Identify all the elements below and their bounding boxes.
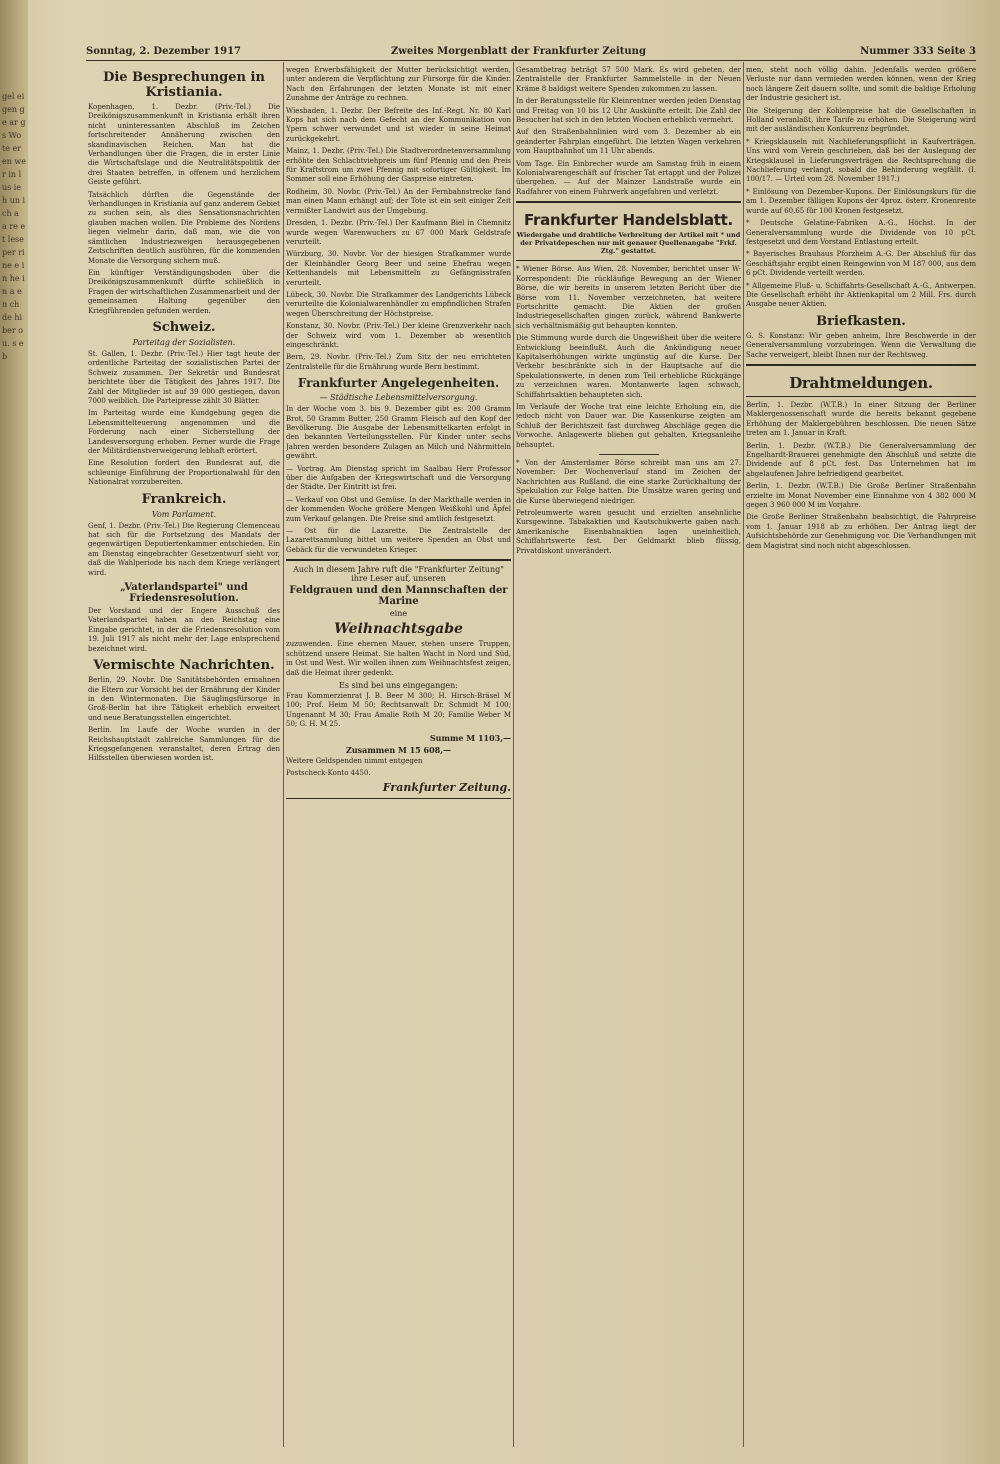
headline-frankfurter-angelegenheiten: Frankfurter Angelegenheiten. — [297, 376, 500, 391]
article-paragraph: * Von der Amsterdamer Börse schreibt man uns am 27. November: Der Wochenverlauf stand im Zeichen der Nachrichten aus Rußland, die eine starke Zurückhaltung der Spekulation zur Folge hatten. Die Umsätze waren gering und die Kurse überwiegend niedriger. — [516, 459, 741, 505]
appeal-title: Weihnachtsgabe — [334, 621, 463, 638]
masthead-rule — [86, 60, 976, 61]
drahtmeldungen-header — [746, 364, 976, 397]
article-paragraph: Berlin, 1. Dezbr. (W.T.B.) Die Große Berliner Straßenbahn erzielte im Monat November eine Einnahme von 4 382 000 M gegen 3 960 000 M im Vorjahre. — [746, 482, 976, 510]
article-paragraph: In der Beratungsstelle für Kleinrentner werden jeden Dienstag und Freitag von 10 bis 12 Uhr Auskünfte erteilt. Die Zahl der Besucher hat sich in den letzten Wochen erheblich vermehrt. — [516, 97, 741, 125]
article-paragraph: Berlin, 29. Novbr. Die Sanitätsbehörden ermahnen die Eltern zur Vorsicht bei der Ernährung der Kinder in den Wintermonaten. Die Säuglingsfürsorge in Groß-Berlin hat ihre Tätigkeit erheblich erweitert und neue Beratungsstellen eingerichtet. — [88, 676, 280, 722]
donation-list: Frau Kommerzienrat J. B. Beer M 300; H. Hirsch-Bräsel M 100; Prof. Heim M 50; Rechtsanwalt Dr. Schmidt M 100; Ungenannt M 30; Frau Amalie Roth M 20; Familie Weber M 50; G. H. M 25. — [286, 691, 511, 729]
article-paragraph: Der Vorstand und der Engere Ausschuß des Vaterlandspartei haben an den Reichstag eine Eingabe gerichtet, in der die Friedensresolution vom 19. Juli 1917 als nicht mehr der Lage entsprechend bezeichnet wird. — [88, 607, 280, 653]
article-paragraph: Im Parteitag wurde eine Kundgebung gegen die Lebensmittelteuerung angenommen und die Forderung nach einer Sicherstellung der Landesversorgung erhoben. Ferner wurde die Frage der Militärdienstverweigerung lebhaft erörtert. — [88, 409, 280, 455]
article-paragraph: Ein künftiger Verständigungsboden über die Dreikönigszusammenkunft dürfte schließlich in Fragen der wirtschaftlichen Zusammenarbeit und der gemeinsamen Haltung gegenüber den Kriegführenden gefunden werden. — [88, 268, 280, 315]
handelsblatt-notice: Wiedergabe und drahtliche Verbreitung der Artikel mit * und der Privatdepeschen nur mit genauer Quellenangabe "Frkf. Ztg." gestattet. — [516, 231, 741, 256]
article-paragraph: — Verkauf von Obst und Gemüse. In der Markthalle werden in der kommenden Woche größere Mengen Weißkohl und Äpfel zum Verkauf gelangen. Die Preise sind amtlich festgesetzt. — [286, 495, 511, 523]
article-paragraph: In der Woche vom 3. bis 9. Dezember gibt es: 200 Gramm Brot, 50 Gramm Butter, 250 Gramm Fleisch auf den Kopf der Bevölkerung. Die Ausgabe der Lebensmittelkarten erfolgt in den bekannten Verteilungsstellen. Für Kinder unter sechs Jahren werden besondere Zulagen an Milch und Nährmitteln gewährt. — [286, 405, 511, 461]
column-divider — [283, 62, 284, 1447]
column-2 — [286, 66, 511, 1446]
article-paragraph: Tatsächlich dürften die Gegenstände der Verhandlungen in Kristiania auf ganz anderem Gebiet zu suchen sein, als dies Sensationsnachrichten glauben machen wollen. Die Probleme des Nordens liegen vielmehr darin, daß man, wie die von sämtlichen Industriezweigen herausgegebenen Zeitschriften deutlich ausführen, für die kommenden Monate die Versorgung sichern muß. — [88, 190, 280, 265]
handelsblatt-header — [516, 201, 741, 261]
article-paragraph: Berlin, 1. Dezbr. (W.T.B.) In einer Sitzung der Berliner Maklergenossenschaft wurde die bereits bekannt gegebene Erhöhung der Maklergebühren beschlossen. Die neuen Sätze treten am 1. Januar in Kraft. — [746, 400, 976, 438]
article-paragraph: * Bayerisches Brauhaus Pforzheim A.-G. Der Abschluß für das Geschäftsjahr ergibt einen Reingewinn von M 187 000, aus dem 6 pCt. Dividende verteilt werden. — [746, 250, 976, 278]
donation-list-title: Es sind bei uns eingegangen: — [339, 680, 458, 690]
masthead-date: Sonntag, 2. Dezember 1917 — [86, 46, 241, 57]
article-paragraph: Berlin. Im Laufe der Woche wurden in der Reichshauptstadt zahlreiche Sammlungen für die Kriegsgefangenen veranstaltet, deren Ertrag den Hilfsstellen überwiesen worden ist. — [88, 726, 280, 763]
masthead-number: Nummer 333 Seite 3 — [860, 46, 976, 57]
donation-sum: Summe M 1103,— — [429, 732, 511, 743]
headline-kristiania: Die Besprechungen in Kristiania. — [103, 70, 265, 100]
article-paragraph: Auf den Straßenbahnlinien wird vom 3. Dezember ab ein geänderter Fahrplan eingeführt. Die letzten Wagen verkehren vom Hauptbahnhof um 11 Uhr abends. — [516, 128, 741, 156]
article-paragraph: Bern, 29. Novbr. (Priv.-Tel.) Zum Sitz der neu errichteten Zentralstelle für die Ernährung wurde Bern bestimmt. — [286, 353, 511, 371]
article-paragraph: Die Große Berliner Straßenbahn beabsichtigt, die Fahrpreise vom 1. Januar 1918 ab zu erhöhen. Der Antrag liegt der Aufsichtsbehörde zur Genehmigung vor. Die Verhandlungen mit dem Magistrat sind noch nicht abgeschlossen. — [746, 513, 976, 550]
section-rule — [599, 454, 659, 455]
article-paragraph: Berlin, 1. Dezbr. (W.T.B.) Die Generalversammlung der Engelhardt-Brauerei genehmigte den Abschluß und setzte die Dividende auf 8 pCt. fest. Das Unternehmen hat im abgelaufenen Jahre befriedigend gearbeitet. — [746, 441, 976, 478]
article-paragraph: Würzburg, 30. Novbr. Vor der hiesigen Strafkammer wurde der Kleinhändler Georg Beer und seine Ehefrau wegen Kettenhandels mit Lebensmitteln zu Gefängnisstrafen verurteilt. — [286, 250, 511, 287]
appeal-footer: Weitere Geldspenden nimmt entgegen — [286, 756, 423, 765]
appeal-recipients: Feldgrauen und den Mannschaften der Marine — [289, 585, 508, 608]
column-divider — [743, 62, 744, 1447]
signature: Frankfurter Zeitung. — [382, 781, 511, 795]
christmas-appeal-box — [286, 559, 511, 799]
headline-schweiz: Schweiz. — [152, 319, 216, 335]
article-paragraph: Im Verlaufe der Woche trat eine leichte Erholung ein, die jedoch nicht von Dauer war. Die Kassenkurse zeigten am Schluß der Berichtszeit fast durchweg Abschläge gegen die Vorwoche. Anlagewerte blieben gut gehalten, Kriegsanleihe behauptet. — [516, 402, 741, 449]
article-paragraph: Eine Resolution fordert den Bundesrat auf, die schleunige Einführung der Proportionalwahl für den Nationalrat vorzubereiten. — [88, 459, 280, 487]
article-paragraph: Mainz, 1. Dezbr. (Priv.-Tel.) Die Stadtverordnetenversammlung erhöhte den Schlachtviehpreis um fünf Pfennig und den Preis für Kraftstrom um zwei Pfennig mit sofortiger Gültigkeit. Im Sommer soll eine Erhöhung der Gaspreise eintreten. — [286, 147, 511, 184]
article-paragraph: Die Stimmung wurde durch die Ungewißheit über die weitere Entwicklung beeinflußt. Auch die Ankündigung neuer Kapitalserhöhungen wirkte ungünstig auf die Kurse. Der Verkehr beschränkte sich in der Hauptsache auf die Spekulationswerte, in denen zum Teil erhebliche Rückgänge zu verzeichnen waren. Montanwerte lagen schwach, Schiffahrtsaktien behaupteten sich. — [516, 334, 741, 399]
appeal-text: zuzuwenden. Eine ehernen Mauer, stehen unsere Truppen, schützend unsere Heimat. Sie halten Wacht in Nord und Süd, in Ost und West. Wir wollen ihnen zum Weihnachtsfest zeigen, daß die Heimat ihrer gedenkt. — [286, 640, 511, 677]
article-paragraph: Rodheim, 30. Novbr. (Priv.-Tel.) An der Fernbahnstrecke fand man einen Mann erhängt auf; der Tote ist ein seit einiger Zeit vermißter Landwirt aus der Umgebung. — [286, 187, 511, 215]
headline-briefkasten: Briefkasten. — [816, 313, 906, 329]
column-divider — [513, 62, 514, 1447]
article-paragraph: Konstanz, 30. Novbr. (Priv.-Tel.) Der kleine Grenzverkehr nach der Schweiz wird vom 1. Dezember ab wesentlich eingeschränkt. — [286, 322, 511, 349]
article-paragraph: * Allgemeine Fluß- u. Schiffahrts-Gesellschaft A.-G., Antwerpen. Die Gesellschaft erhöht ihr Aktienkapital um 2 Mill. Frs. durch Ausgabe neuer Aktien. — [746, 281, 976, 309]
article-paragraph: Lübeck, 30. Novbr. Die Strafkammer des Landgerichts Lübeck verurteilte die Kolonialwarenhändler zu empfindlichen Strafen wegen Überschreitung der Höchstpreise. — [286, 290, 511, 318]
article-paragraph: * Deutsche Gelatine-Fabriken A.-G., Höchst. In der Generalversammlung wurde die Dividende von 10 pCt. festgesetzt und dem Vorstand Entlastung erteilt. — [746, 219, 976, 246]
headline-vaterlandspartei: „Vaterlandspartei" und Friedensresolution. — [120, 582, 248, 605]
donation-total: Zusammen M 15 608,— — [345, 744, 451, 755]
article-paragraph: Petroleumwerte waren gesucht und erzielten ansehnliche Kursgewinne. Tabakaktien und Kautschukwerte gaben nach. Amerikanische Eisenbahnaktien lagen uneinheitlich, Schiffahrtswerte fest. Der Geldmarkt blieb flüssig, Privatdiskont unverändert. — [516, 509, 741, 555]
appeal-eine: eine — [389, 609, 408, 619]
article-paragraph: Dresden, 1. Dezbr. (Priv.-Tel.) Der Kaufmann Biel in Chemnitz wurde wegen Warenwuchers zu 67 000 Mark Geldstrafe verurteilt. — [286, 219, 511, 246]
column-4 — [746, 66, 976, 1446]
article-paragraph: Kopenhagen, 1. Dezbr. (Priv.-Tel.) Die Dreikönigszusammenkunft in Kristiania erhält ihren nicht uninteressanten Abschluß im Zeichen fortschreitender Annäherung zwischen den skandinavischen Reichen. Man hat die Verhandlungen über die Fragen, die in erster Linie die Wirtschaftslage und die Neutralitätspolitik der drei Staaten betreffen, in offenem und herzlichem Geiste geführt. — [88, 103, 280, 187]
article-paragraph: St. Gallen, 1. Dezbr. (Priv.-Tel.) Hier tagt heute der ordentliche Parteitag der sozialistischen Partei der Schweiz zusammen. Der Sekretär und Bundesrat berichtete über die Tätigkeit des Jahres 1917. Die Zahl der Mitglieder ist auf 39 000 gestiegen, davon 7000 weiblich. Die Parteipresse zählt 30 Blätter. — [88, 349, 280, 405]
article-paragraph: wegen Erwerbsfähigkeit der Mutter berücksichtigt werden, unter anderem die Verpflichtung zur Fürsorge für die Kinder. Nach den Erfahrungen der letzten Monate ist mit einer Zunahme der Anträge zu rechnen. — [286, 66, 511, 103]
article-paragraph: Gesamtbetrag beträgt 57 500 Mark. Es wird gebeten, der Zentralstelle der Frankfurter Sammelstelle in der Neuen Kräme 8 baldigst weitere Spenden zukommen zu lassen. — [516, 66, 741, 93]
article-paragraph: — Vortrag. Am Dienstag spricht im Saalbau Herr Professor über die Aufgaben der Kriegswirtschaft und die Versorgung der Städte. Der Eintritt ist frei. — [286, 464, 511, 492]
headline-handelsblatt: Frankfurter Handelsblatt. — [524, 211, 733, 230]
postscheck: Postscheck-Konto 4450. — [286, 768, 371, 777]
headline-vermischte: Vermischte Nachrichten. — [93, 658, 275, 674]
article-paragraph: * Wiener Börse. Aus Wien, 28. November, berichtet unser W-Korrespondent: Die rückläufige Bewegung an der Wiener Börse, die wir bereits in unserem letzten Bericht über die Börse vom 11. November verzeichneten, hat weitere Fortschritte gemacht. Die Aktien der großen Industriegesellschaften gingen zurück, während Bankwerte sich verhältnismäßig gut behaupten konnten. — [516, 265, 741, 330]
headline-drahtmeldungen: Drahtmeldungen. — [789, 373, 933, 392]
article-paragraph: * Einlösung von Dezember-Kupons. Der Einlösungskurs für die am 1. Dezember fälligen Kupons der 4proz. österr. Kronenrente wurde auf 60,65 für 100 Kronen festgesetzt. — [746, 187, 976, 215]
article-paragraph: Die Steigerung der Kohlenpreise hat die Gesellschaften in Holland veranlaßt, ihre Tarife zu erhöhen. Die Steigerung wird mit der ausländischen Konkurrenz begründet. — [746, 106, 976, 134]
adjacent-page-edge — [0, 0, 28, 1464]
article-paragraph: Wiesbaden, 1. Dezbr. Der Befreite des Inf.-Regt. Nr. 80 Karl Kops hat sich nach dem Gefecht an der Kommunikation von Ypern schwer verwundet und ist wieder in seine Heimat zurückgekehrt. — [286, 106, 511, 143]
subheadline: — Städtische Lebensmittelversorgung. — [319, 393, 478, 403]
column-1 — [88, 66, 280, 1446]
article-paragraph: men, steht noch völlig dahin. Jedenfalls werden größere Verluste nur dann vermieden werden können, wenn der Krieg noch längere Zeit dauern sollte, und somit die baldige Erholung der Industrie gesichert ist. — [746, 66, 976, 103]
article-paragraph: Vom Tage. Ein Einbrecher wurde am Samstag früh in einem Kolonialwarengeschäft auf frischer Tat ertappt und der Polizei übergeben. — Auf der Mainzer Landstraße wurde ein Radfahrer von einem Fuhrwerk angefahren und verletzt. — [516, 159, 741, 196]
article-paragraph: Genf, 1. Dezbr. (Priv.-Tel.) Die Regierung Clemenceau hat sich für die Fortsetzung des Mandats der gegenwärtigen Deputiertenkammer entschieden. Ein am Dienstag eingebrachter Gesetzentwurf sieht vor, daß die Wahlperiode bis nach dem Kriege verlängert wird. — [88, 521, 280, 577]
column-3 — [516, 66, 741, 1446]
appeal-intro: Auch in diesem Jahre ruft die "Frankfurter Zeitung" ihre Leser auf, unseren — [293, 565, 504, 584]
article-paragraph: * Kriegsklauseln mit Nachlieferungspflicht in Kaufverträgen. Uns wird vom Verein geschrieben, daß bei der Auslegung der Kriegsklausel in Lieferungsverträgen die Rechtsprechung die Nachlieferung verlangt, sobald die Behinderung wegfällt. (I. 100/17. — Urteil vom 28. November 1917.) — [746, 137, 976, 184]
article-paragraph: — Ost für die Lazarette. Die Zentralstelle der Lazarettsammlung bittet um weitere Spenden an Obst und Gebäck für die verwundeten Krieger. — [286, 527, 511, 554]
subheadline: Parteitag der Sozialisten. — [132, 337, 236, 347]
masthead-edition: Zweites Morgenblatt der Frankfurter Zeitung — [391, 46, 646, 57]
edge-text: gel ei gen g e ar gs Wo te er en wer in lus ieh un ich a a re et lese per rine e in he in a en ch de hi ber ou. s e b — [2, 92, 27, 361]
headline-frankreich: Frankreich. — [141, 491, 227, 507]
article-paragraph: G. S. Konstanz: Wir geben anheim, Ihre Beschwerde in der Generalversammlung vorzubringen. Wenn die Verwaltung die Sache verweigert, bleibt Ihnen nur der Rechtsweg. — [746, 331, 976, 359]
subheadline: Vom Parlament. — [151, 509, 217, 519]
